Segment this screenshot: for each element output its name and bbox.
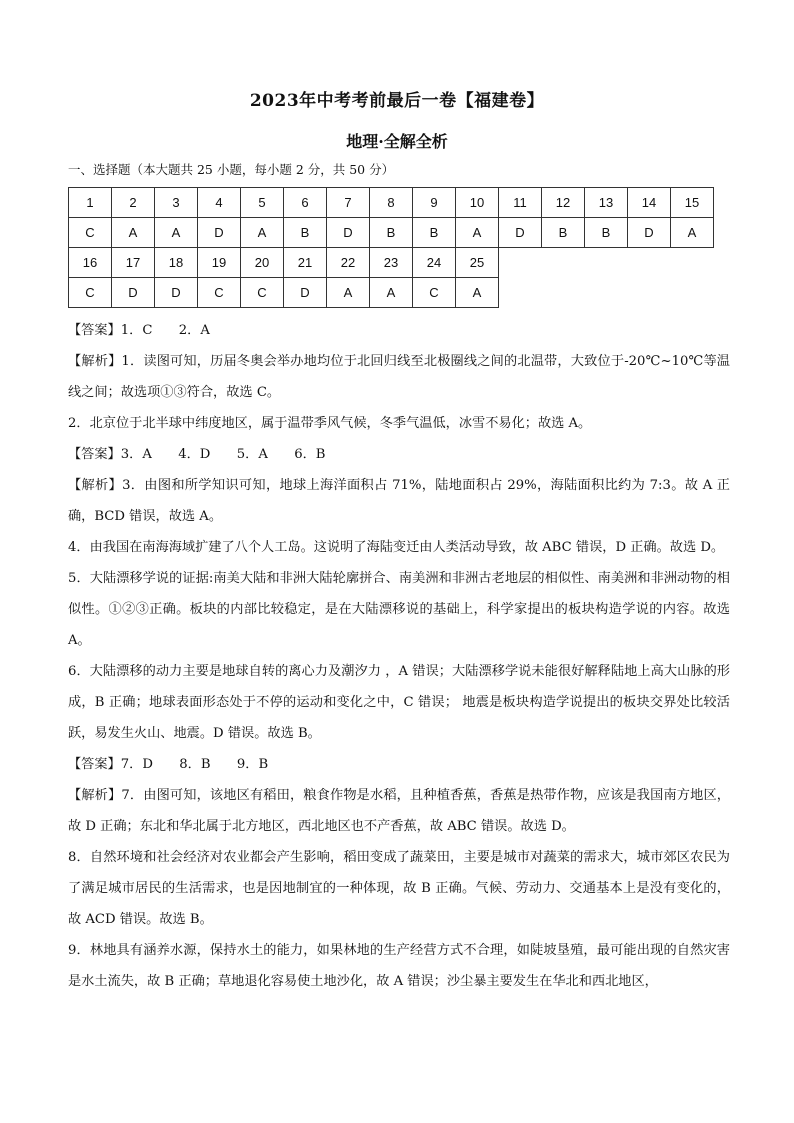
answer-cell: C xyxy=(241,278,284,308)
question-number-cell: 15 xyxy=(671,188,714,218)
answer-cell: A xyxy=(327,278,370,308)
answer-cell: D xyxy=(112,278,155,308)
question-number-cell: 4 xyxy=(198,188,241,218)
paragraph: 6．大陆漂移的动力主要是地球自转的离心力及潮汐力 ，A 错误；大陆漂移学说未能很好解释陆地上高大山脉的形成，B 正确；地球表面形态处于不停的运动和变化之中，C 错误； 地震是板块构造学说提出的板块交界处比较活跃，易发生火山、地震。D 错误。故选 B。 xyxy=(68,664,730,741)
answer-cell: A xyxy=(155,218,198,248)
paragraph: 【答案】3．A 4．D 5．A 6．B xyxy=(68,447,326,462)
answer-table-row-answers-1 xyxy=(69,218,714,248)
question-number-cell: 12 xyxy=(542,188,585,218)
paragraph: 【解析】1．读图可知，历届冬奥会举办地均位于北回归线至北极圈线之间的北温带，大致位于-20℃~10℃等温线之间；故选项①③符合，故选 C。 xyxy=(68,354,730,400)
answer-cell: A xyxy=(456,278,499,308)
question-number-cell: 2 xyxy=(112,188,155,218)
answer-cell: A xyxy=(370,278,413,308)
answer-cell: B xyxy=(370,218,413,248)
answer-cell: C xyxy=(198,278,241,308)
answer-table xyxy=(68,187,714,308)
explanation-body xyxy=(68,315,730,997)
question-number-cell: 8 xyxy=(370,188,413,218)
answer-cell: D xyxy=(284,278,327,308)
answer-table-row-numbers-1 xyxy=(69,188,714,218)
answer-cell: D xyxy=(198,218,241,248)
answer-table-row-numbers-2 xyxy=(69,248,714,278)
question-number-cell: 1 xyxy=(69,188,112,218)
paragraph: 9．林地具有涵养水源，保持水土的能力，如果林地的生产经营方式不合理，如陡坡垦殖，最可能出现的自然灾害是水土流失，故 B 正确；草地退化容易使土地沙化，故 A 错误；沙尘暴主要发生在华北和西北地区， xyxy=(68,943,730,989)
question-number-cell: 25 xyxy=(456,248,499,278)
answer-cell: B xyxy=(413,218,456,248)
question-number-cell: 10 xyxy=(456,188,499,218)
answer-cell: B xyxy=(284,218,327,248)
answer-cell: C xyxy=(413,278,456,308)
answer-cell: A xyxy=(456,218,499,248)
paragraph: 8．自然环境和社会经济对农业都会产生影响，稻田变成了蔬菜田，主要是城市对蔬菜的需求大，城市郊区农民为了满足城市居民的生活需求，也是因地制宜的一种体现，故 B 正确。气候、劳动力、交通基本上是没有变化的，故 ACD 错误。故选 B。 xyxy=(68,850,730,927)
answer-cell: A xyxy=(112,218,155,248)
answer-cell: D xyxy=(628,218,671,248)
empty-cell xyxy=(671,278,714,308)
answer-cell: C xyxy=(69,218,112,248)
question-number-cell: 24 xyxy=(413,248,456,278)
page-title: 2023年中考考前最后一卷【福建卷】 xyxy=(249,91,545,111)
answer-cell: D xyxy=(499,218,542,248)
answer-cell: B xyxy=(542,218,585,248)
empty-cell xyxy=(499,278,542,308)
question-number-cell: 19 xyxy=(198,248,241,278)
section-heading: 一、选择题（本大题共 25 小题，每小题 2 分，共 50 分） xyxy=(68,162,395,177)
question-number-cell: 20 xyxy=(241,248,284,278)
answer-cell: D xyxy=(155,278,198,308)
question-number-cell: 5 xyxy=(241,188,284,218)
empty-cell xyxy=(585,278,628,308)
empty-cell xyxy=(542,248,585,278)
question-number-cell: 23 xyxy=(370,248,413,278)
empty-cell xyxy=(628,278,671,308)
answer-cell: B xyxy=(585,218,628,248)
answer-cell: C xyxy=(69,278,112,308)
question-number-cell: 16 xyxy=(69,248,112,278)
paragraph: 2．北京位于北半球中纬度地区，属于温带季风气候，冬季气温低，冰雪不易化；故选 A。 xyxy=(68,416,592,431)
question-number-cell: 21 xyxy=(284,248,327,278)
empty-cell xyxy=(499,248,542,278)
empty-cell xyxy=(542,278,585,308)
empty-cell xyxy=(671,248,714,278)
paragraph: 【解析】3．由图和所学知识可知，地球上海洋面积占 71%，陆地面积占 29%，海陆面积比约为 7:3。故 A 正确，BCD 错误，故选 A。 xyxy=(68,478,730,524)
answer-cell: D xyxy=(327,218,370,248)
question-number-cell: 13 xyxy=(585,188,628,218)
question-number-cell: 22 xyxy=(327,248,370,278)
answer-cell: A xyxy=(671,218,714,248)
question-number-cell: 18 xyxy=(155,248,198,278)
question-number-cell: 14 xyxy=(628,188,671,218)
question-number-cell: 11 xyxy=(499,188,542,218)
paragraph: 5．大陆漂移学说的证据:南美大陆和非洲大陆轮廓拼合、南美洲和非洲古老地层的相似性、南美洲和非洲动物的相似性。①②③正确。板块的内部比较稳定，是在大陆漂移说的基础上，科学家提出的板块构造学说的内容。故选 A。 xyxy=(68,571,730,648)
empty-cell xyxy=(585,248,628,278)
paragraph: 4．由我国在南海海域扩建了八个人工岛。这说明了海陆变迁由人类活动导致，故 ABC 错误，D 正确。故选 D。 xyxy=(68,540,725,555)
question-number-cell: 3 xyxy=(155,188,198,218)
paragraph: 【答案】7．D 8．B 9．B xyxy=(68,757,269,772)
question-number-cell: 7 xyxy=(327,188,370,218)
paragraph: 【解析】7．由图可知，该地区有稻田，粮食作物是水稻，且种植香蕉，香蕉是热带作物，应该是我国南方地区，故 D 正确；东北和华北属于北方地区，西北地区也不产香蕉，故 ABC 错误。故选 D。 xyxy=(68,788,730,834)
answer-table-row-answers-2 xyxy=(69,278,714,308)
empty-cell xyxy=(628,248,671,278)
page-subtitle: 地理·全解全析 xyxy=(346,132,448,151)
question-number-cell: 17 xyxy=(112,248,155,278)
paragraph: 【答案】1．C 2．A xyxy=(68,323,210,338)
question-number-cell: 9 xyxy=(413,188,456,218)
question-number-cell: 6 xyxy=(284,188,327,218)
answer-cell: A xyxy=(241,218,284,248)
